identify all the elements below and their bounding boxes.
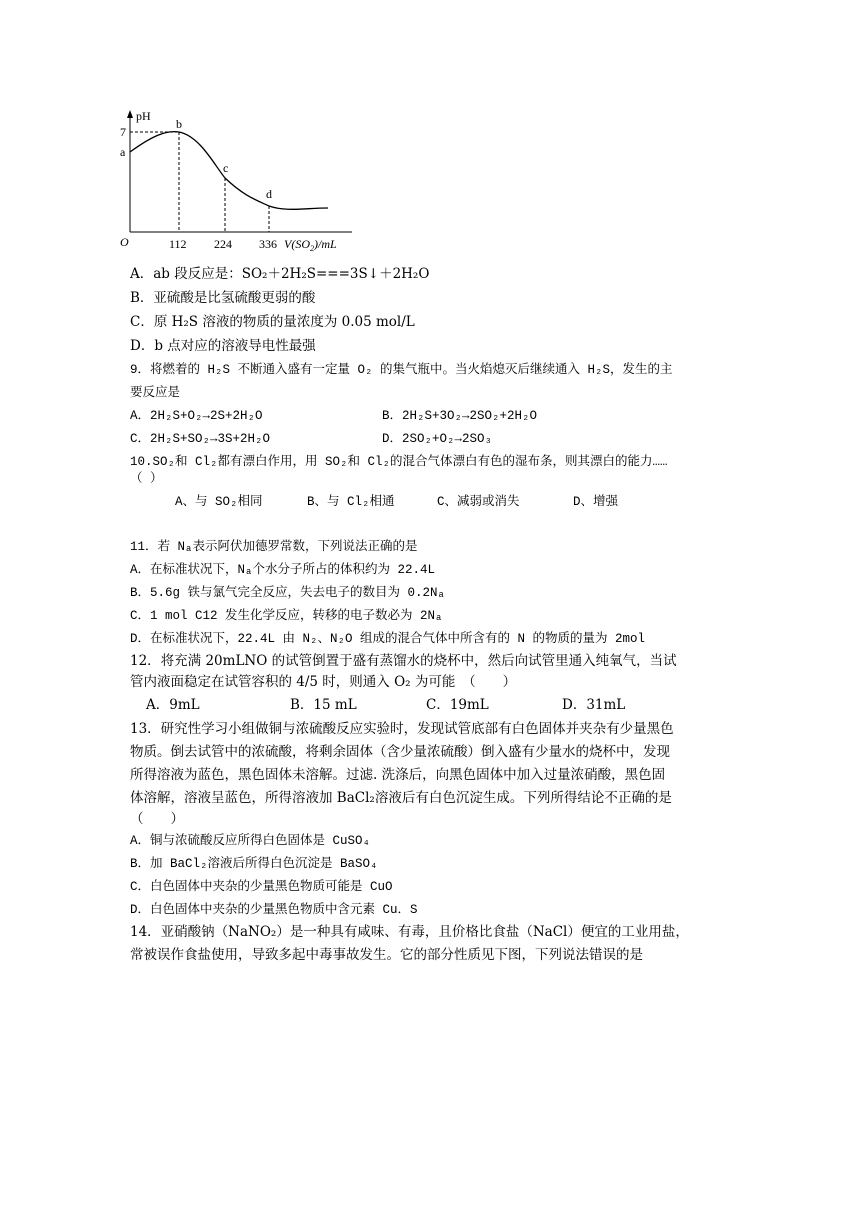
q12-option-b: B．15 mL bbox=[290, 697, 357, 713]
q12-stem-line1: 12．将充满 20mLNO 的试管倒置于盛有蒸馏水的烧杯中，然后向试管里通入纯氧气，当试 bbox=[130, 653, 677, 669]
x-axis-label: $V(SO_2)/mL$ bbox=[284, 237, 337, 253]
q8-option-d: D．b 点对应的溶液导电性最强 bbox=[130, 338, 316, 354]
y-tick-7: 7 bbox=[120, 125, 126, 139]
q10-option-b: B、与 Cl₂相通 bbox=[307, 495, 395, 509]
ph-graph bbox=[120, 108, 360, 256]
q13-option-d: D．白色固体中夹杂的少量黑色物质中含元素 Cu．S bbox=[130, 903, 418, 917]
q13-option-b: B．加 BaCl₂溶液后所得白色沉淀是 BaSO₄ bbox=[130, 857, 378, 871]
point-c-label: c bbox=[223, 161, 229, 175]
q13-stem-line4: 体溶解，溶液呈蓝色，所得溶液加 BaCl₂溶液后有白色沉淀生成。下列所得结论不正确的是 bbox=[130, 790, 672, 806]
q9-stem-line1: 9．将燃着的 H₂S 不断通入盛有一定量 O₂ 的集气瓶中。当火焰熄灭后继续通入 H₂S，发生的主 bbox=[130, 363, 673, 377]
q11-stem: 11．若 Nₐ表示阿伏加德罗常数，下列说法正确的是 bbox=[130, 540, 418, 554]
q12-option-d: D．31mL bbox=[562, 697, 626, 713]
point-b-label: b bbox=[176, 117, 182, 131]
q11-option-d: D．在标准状况下，22.4L 由 N₂、N₂O 组成的混合气体中所含有的 N 的物质的量为 2mol bbox=[130, 632, 646, 646]
q10-option-a: A、与 SO₂相同 bbox=[175, 495, 263, 509]
q13-option-a: A．铜与浓硫酸反应所得白色固体是 CuSO₄ bbox=[130, 834, 371, 848]
y-axis-arrow bbox=[127, 110, 133, 118]
q13-option-c: C．白色固体中夹杂的少量黑色物质可能是 CuO bbox=[130, 880, 393, 894]
q13-stem-line3: 所得溶液为蓝色，黑色固体未溶解。过滤. 洗涤后，向黑色固体中加入过量浓硝酸，黑色固 bbox=[130, 767, 666, 783]
q9-option-c: C．2H₂S+SO₂→3S+2H₂O bbox=[130, 432, 271, 446]
q10-option-c: C、减弱或消失 bbox=[437, 495, 520, 509]
x-tick-224: 224 bbox=[214, 237, 232, 251]
ph-graph-svg bbox=[120, 108, 360, 256]
q14-stem-line2: 常被误作食盐使用，导致多起中毒事故发生。它的部分性质见下图，下列说法错误的是 bbox=[130, 947, 643, 963]
origin-label: O bbox=[120, 235, 129, 249]
q13-stem-line2: 物质。倒去试管中的浓硫酸，将剩余固体（含少量浓硫酸）倒入盛有少量水的烧杯中，发现 bbox=[130, 744, 670, 760]
q8-option-a: A．ab 段反应是：SO₂＋2H₂S===3S↓＋2H₂O bbox=[130, 266, 430, 282]
q10-option-d: D、增强 bbox=[573, 495, 619, 509]
q10-stem-line2: （ ） bbox=[130, 472, 163, 486]
y-axis-label: pH bbox=[136, 109, 151, 123]
q12-option-a: A．9mL bbox=[146, 697, 200, 713]
q8-option-c: C．原 H₂S 溶液的物质的量浓度为 0.05 mol/L bbox=[130, 314, 415, 330]
x-tick-112: 112 bbox=[169, 237, 187, 251]
q9-stem-line2: 要反应是 bbox=[130, 386, 181, 400]
point-d-label: d bbox=[266, 187, 272, 201]
q11-option-c: C．1 mol C12 发生化学反应，转移的电子数必为 2Nₐ bbox=[130, 609, 443, 623]
q9-option-b: B．2H₂S+3O₂→2SO₂+2H₂O bbox=[382, 409, 538, 423]
q12-option-c: C．19mL bbox=[426, 697, 489, 713]
q10-stem-line1: 10.SO₂和 Cl₂都有漂白作用，用 SO₂和 Cl₂的混合气体漂白有色的湿布条，则其漂白的能力…… bbox=[130, 455, 668, 469]
q14-stem-line1: 14．亚硝酸钠（NaNO₂）是一种具有咸味、有毒，且价格比食盐（NaCl）便宜的工业用盐， bbox=[130, 924, 689, 940]
q8-option-b: B．亚硫酸是比氢硫酸更弱的酸 bbox=[130, 290, 316, 306]
x-tick-336: 336 bbox=[259, 237, 277, 251]
q13-stem-line1: 13．研究性学习小组做铜与浓硫酸反应实验时，发现试管底部有白色固体并夹杂有少量黑色 bbox=[130, 721, 674, 737]
q11-option-a: A．在标准状况下，Nₐ个水分子所占的体积约为 22.4L bbox=[130, 563, 436, 577]
ph-curve bbox=[130, 132, 328, 210]
q11-option-b: B．5.6g 铁与氯气完全反应，失去电子的数目为 0.2Nₐ bbox=[130, 586, 446, 600]
q13-stem-line5: （ ） bbox=[130, 811, 184, 827]
q9-option-a: A．2H₂S+O₂→2S+2H₂O bbox=[130, 409, 263, 423]
q12-stem-line2: 管内液面稳定在试管容积的 4/5 时，则通入 O₂ 为可能 （ ） bbox=[130, 674, 517, 690]
y-tick-a: a bbox=[120, 145, 126, 159]
q9-option-d: D．2SO₂+O₂→2SO₃ bbox=[382, 432, 493, 446]
